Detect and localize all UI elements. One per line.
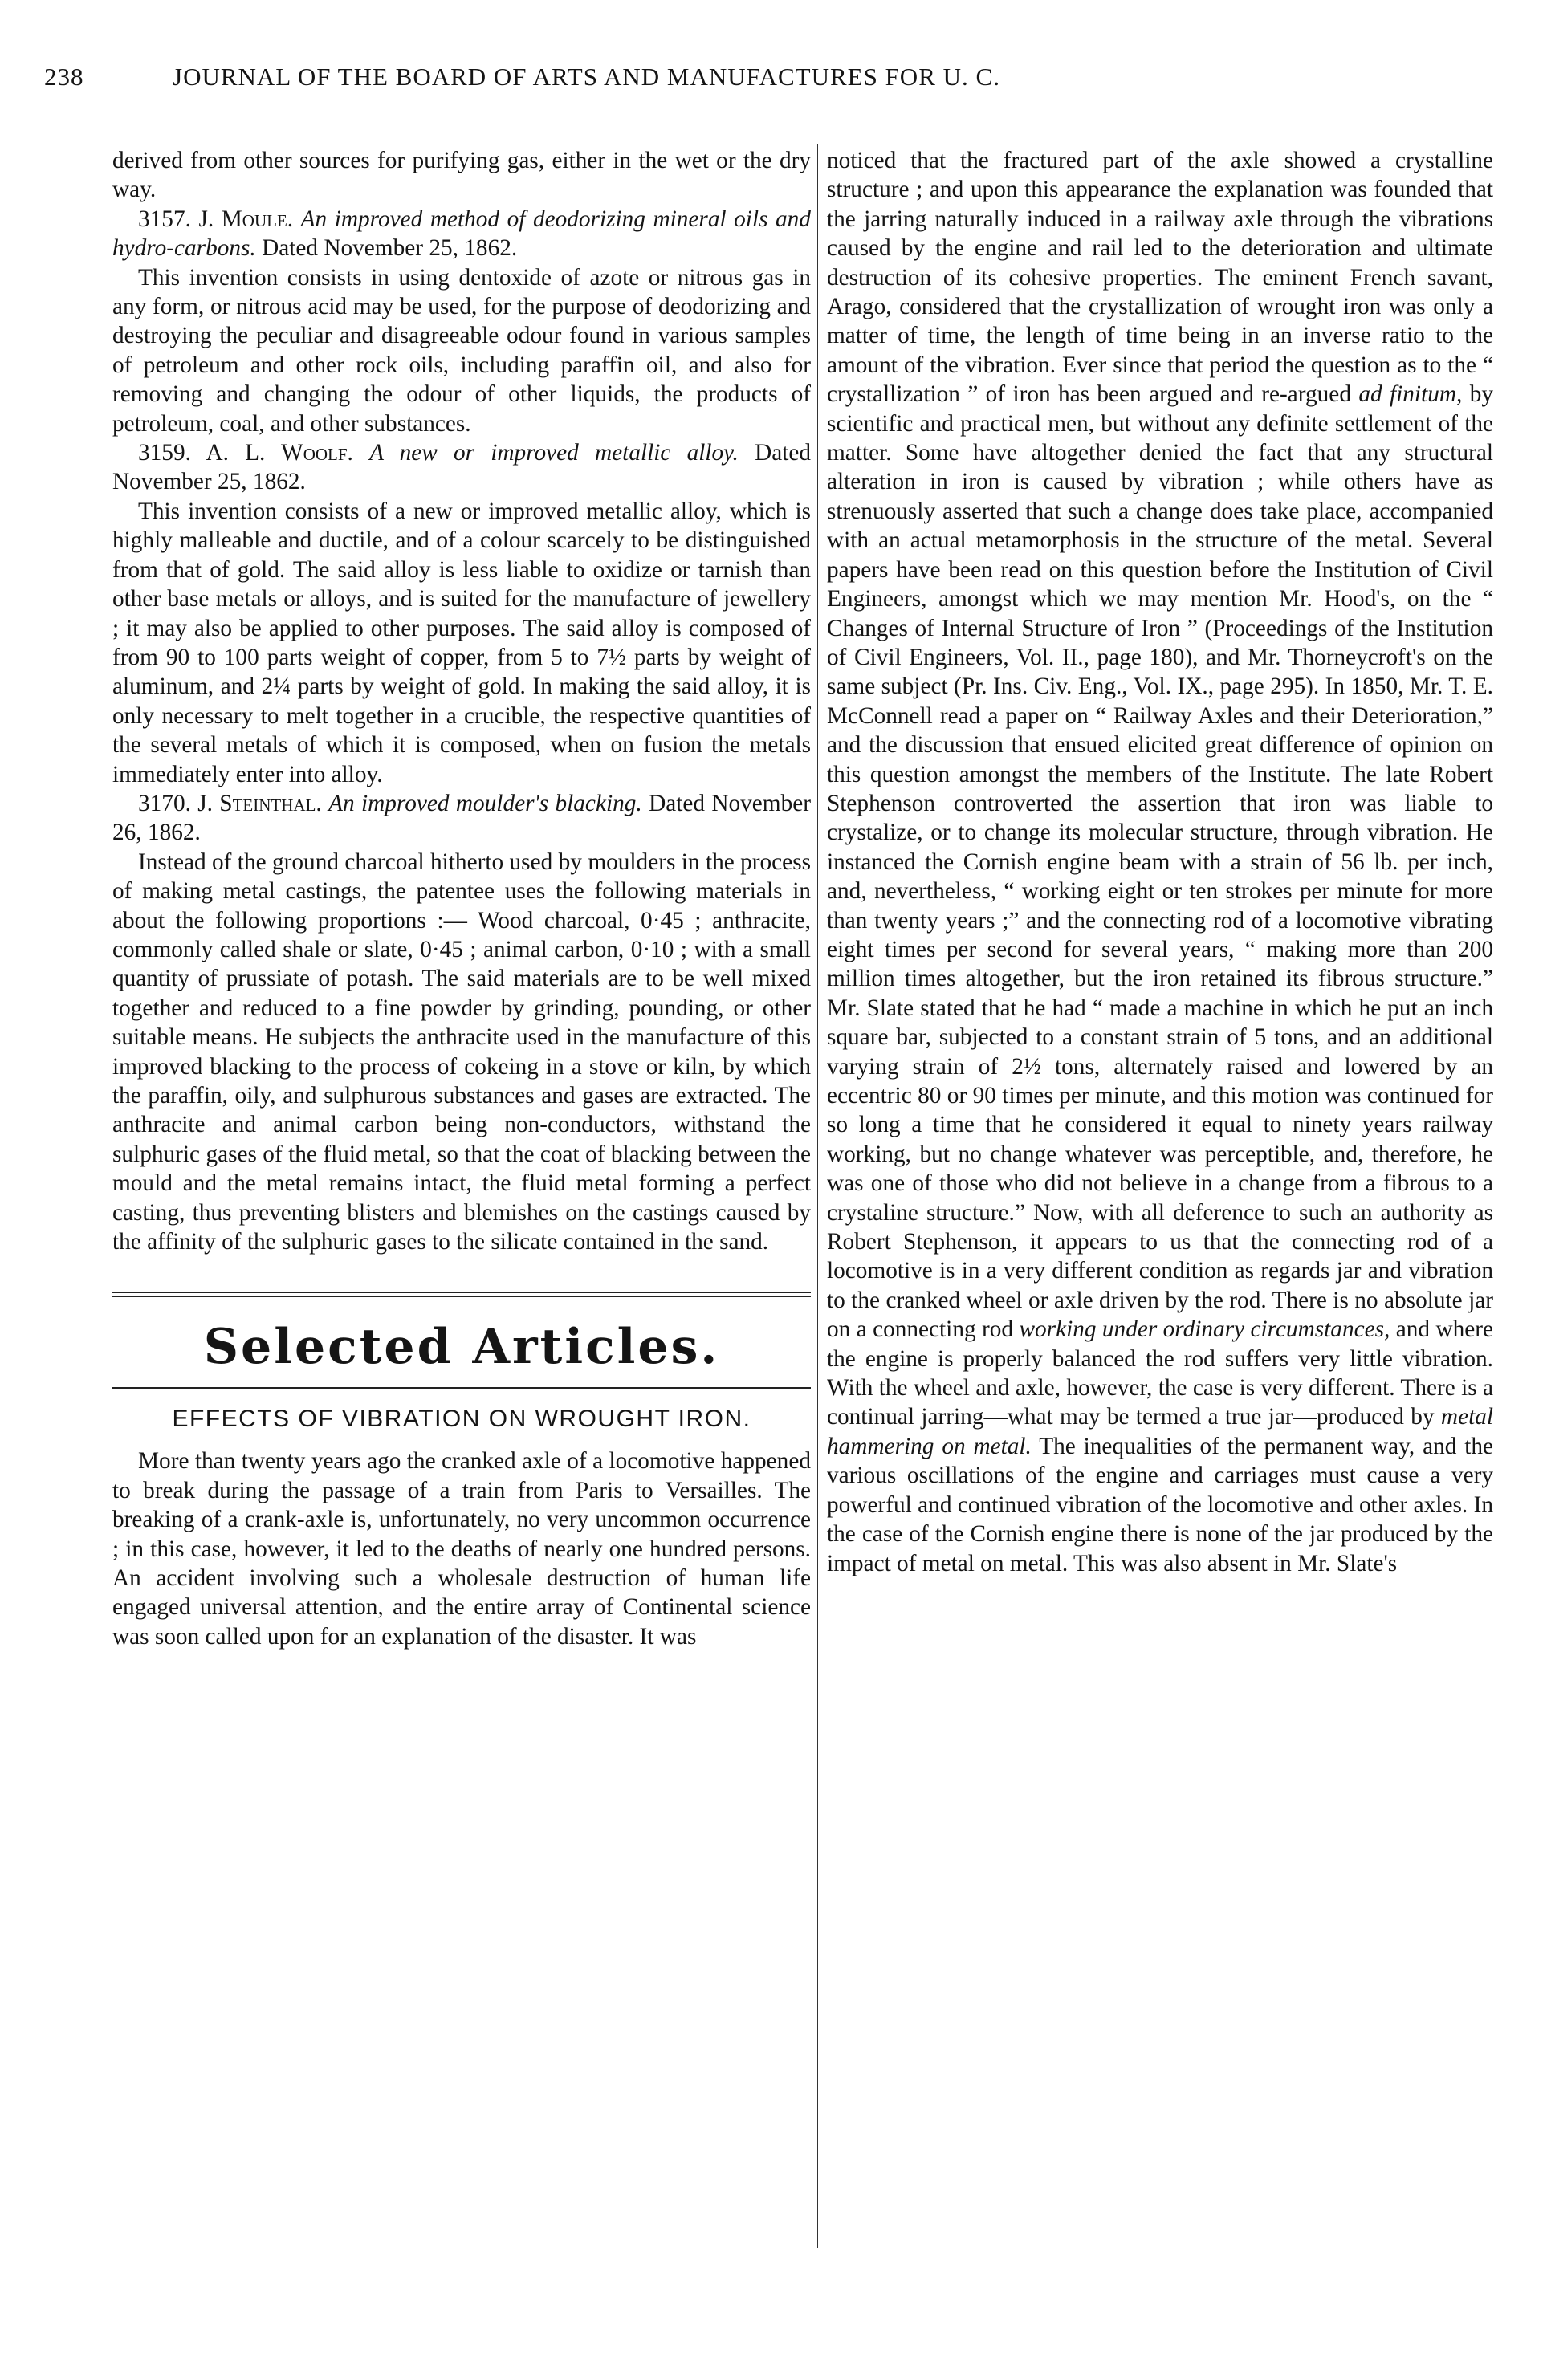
patent-title: An improved moulder's blacking. — [328, 790, 642, 816]
patent-date: Dated November 25, 1862. — [262, 235, 518, 262]
page-number: 238 — [44, 63, 84, 91]
patent-description: This invention consists in using dentoxide of azote or nitrous gas in any form, or nitrous acid may be used, for the purpose of deodorizing and destroying the peculiar and disagreeable odour found in various samples of petroleum and other rock oils, including paraffin oil, and also for removing and changing the odour of other liquids, the products of petroleum, coal, and other substances. — [112, 264, 811, 437]
patent-title: An improved method of deodorizing mineral oils and hydro-carbons. — [112, 205, 811, 262]
italic-phrase: working under ordinary circumstances, — [1019, 1316, 1390, 1343]
section-heading: Selected Articles. — [203, 1319, 720, 1376]
patent-date: Dated November 26, 1862. — [112, 790, 812, 846]
patent-date: Dated November 25, 1862. — [112, 440, 812, 495]
right-column — [827, 146, 1493, 1578]
patent-description: This invention consists of a new or improved metallic alloy, which is highly malleable and ductile, and of a colour scarcely to be distinguished from that of gold. The said alloy is less liable to oxidize or tarnish than other base metals or alloys, and is suited for the manufacture of jewellery ; it may also be applied to other purposes. The said alloy is composed of from 90 to 100 parts weight of copper, from 5 to 7½ parts by weight of aluminum, and 2¼ parts by weight of gold. In making the said alloy, it is only necessary to melt together in a crucible, the respective quantities of the several metals of which it is composed, when on fusion the metals immediately enter into alloy. — [112, 498, 811, 787]
paragraph: derived from other sources for purifying gas, either in the wet or the dry way. — [112, 148, 811, 203]
patent-description: Instead of the ground charcoal hitherto used by moulders in the process of making metal castings, the patentee uses the following materials in about the following proportions :— Wood charcoal, 0·45 ; anthracite, commonly called shale or slate, 0·45 ; animal carbon, 0·10 ; with a small quantity of prussiate of potash. The said materials are to be well mixed together and reduced to a fine powder by grinding, pounding, or other suitable means. He subjects the anthracite used in the manufacture of this improved blacking to the process of cokeing in a stove or kiln, by which the paraffin, oily, and sulphurous substances and gases are extracted. The anthracite and animal carbon being non-conductors, withstand the sulphuric gases of the fluid metal, so that the coat of blacking between the mould and the metal remains intact, the fluid metal forming a perfect casting, thus preventing blisters and blemishes on the castings caused by the affinity of the sulphuric gases to the silicate contained in the sand. — [112, 848, 811, 1255]
italic-phrase: metal hammering on metal. — [827, 1404, 1493, 1459]
patent-number: 3159. A. L. Woolf. — [138, 440, 353, 466]
patent-number: 3170. J. Steinthal. — [138, 790, 322, 816]
patent-entry-3157 — [112, 205, 811, 263]
article-title: EFFECTS OF VIBRATION ON WROUGHT IRON. — [172, 1406, 751, 1433]
article-paragraph: More than twenty years ago the cranked axle of a locomotive happened to break during the passage of a train from Paris to Versailles. The breaking of a crank-axle is, unfortunately, no very uncommon occurrence ; in this case, however, it led to the deaths of nearly one hundred persons. An accident involving such a wholesale destruction of human life engaged universal attention, and the entire array of Continental science was soon called upon for an explanation of the disaster. It was — [112, 1448, 811, 1650]
text-run: noticed that the fractured part of the axle showed a crystalline structure ; and upon this appearance the explanation was founded that the jarring naturally induced in a railway axle through the vibrations caused by the engine and rail led to the deterioration and ultimate destruction of its cohesive properties. The eminent French savant, Arago, considered that the crystallization of wrought iron was only a matter of time, the length of time being in an inverse ratio to the amount of the vibration. Ever since that period the question as to the “ crystallization ” of iron has been argued and re-argued — [827, 148, 1493, 408]
text-run: and where the engine is properly balanced the rod suffers very little vibration. With the wheel and axle, however, the case is very different. There is a continual jarring—what may be termed a true jar—produced by — [827, 1316, 1494, 1430]
patent-number: 3157. J. Moule. — [138, 205, 294, 232]
patent-entry-3159 — [112, 438, 811, 497]
page-header — [44, 63, 1505, 103]
patent-entry-3170 — [112, 789, 811, 848]
text-run: The inequalities of the permanent way, and the various oscillations of the engine and carriages must cause a very powerful and continued vibration of the locomotive and other axles. In the case of the Cornish engine there is none of the jar produced by the impact of metal on metal. This was also absent in Mr. Slate's — [827, 1433, 1494, 1576]
text-run: by scientific and practical men, but without any definite settlement of the matter. Some have altogether denied the fact that any structural alteration in iron is caused by vibration ; while others have as strenuously asserted that such a change does take place, accompanied with an actual metamorphosis in the structure of the metal. Several papers have been read on this question before the Institution of Civil Engineers, amongst which we may mention Mr. Hood's, on the “ Changes of Internal Structure of Iron ” (Proceedings of the Institution of Civil Engineers, Vol. II., page 180), and Mr. Thorneycroft's on the same subject (Pr. Ins. Civ. Eng., Vol. IX., page 295). In 1850, Mr. T. E. McConnell read a paper on “ Railway Axles and their Deterioration,” and the discussion that ensued elicited great difference of opinion on this question amongst the members of the Institute. The late Robert Stephenson controverted the assertion that iron was liable to crystalize, or to change its molecular structure, through vibration. He instanced the Cornish engine beam with a strain of 56 lb. per inch, and, nevertheless, “ working eight or ten strokes per minute for more than twenty years ;” and the connecting rod of a locomotive vibrating eight times per second for several years, “ making more than 200 million times altogether, but the iron retained its fibrous structure.” Mr. Slate stated that he had “ made a machine in which he put an inch square bar, subjected to a constant strain of 5 tons, and an additional varying strain of 2½ tons, alternately raised and lowered by an eccentric 80 or 90 times per minute, and this motion was continued for so long a time that he considered it equal to ninety years railway working, but no change whatever was perceptible, and, therefore, he was one of those who did not believe in a change from a fibrous to a crystaline structure.” Now, with all deference to such an authority as Robert Stephenson, it appears to us that the connecting rod of a locomotive is in a very different condition as regards jar and vibration to the cranked wheel or axle driven by the rod. There is no absolute jar on a connecting rod — [827, 381, 1494, 1343]
divider — [112, 1387, 811, 1389]
article-paragraph — [827, 146, 1493, 1578]
column-divider — [817, 144, 818, 2248]
patent-title: A new or improved metallic alloy. — [369, 440, 739, 466]
italic-phrase: ad finitum, — [1358, 381, 1463, 408]
running-title: JOURNAL OF THE BOARD OF ARTS AND MANUFACTURES FOR U. C. — [173, 63, 1000, 91]
section-rule — [112, 1292, 811, 1297]
left-column — [112, 146, 811, 1651]
